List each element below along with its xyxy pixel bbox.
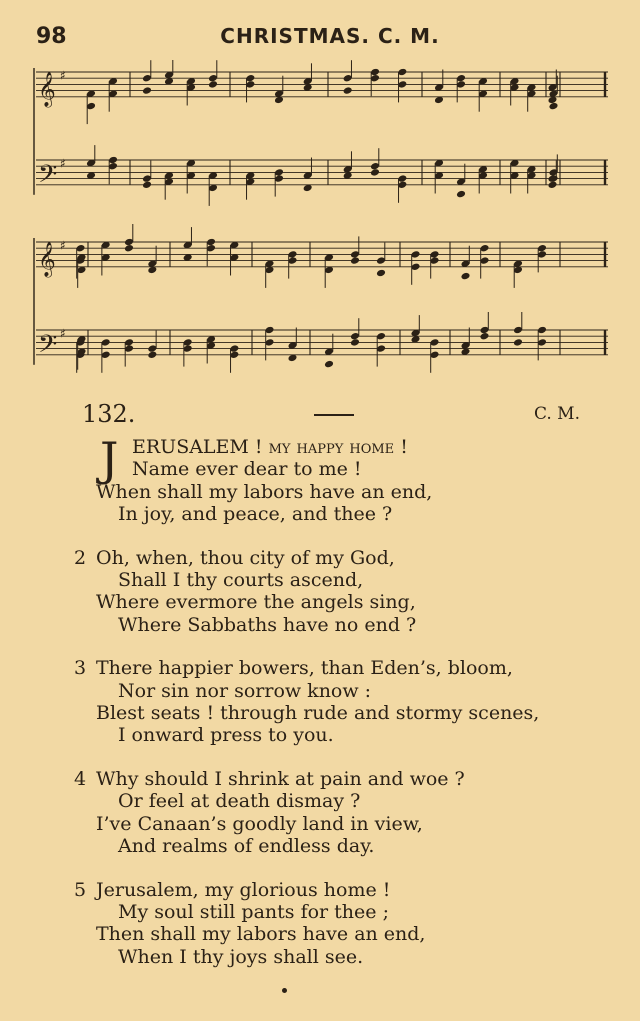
note-head-icon: [324, 360, 334, 369]
verse-line: Where Sabbaths have no end ?: [118, 613, 417, 636]
verse-4: [74, 768, 594, 858]
page-dot: [282, 988, 287, 993]
verse-line: Name ever dear to me !: [132, 458, 362, 481]
note-head-icon: [461, 272, 471, 281]
verse-line: There happier bowers, than Eden’s, bloom,: [96, 657, 513, 680]
hymn-verses: [74, 432, 594, 989]
music-score-graphic: [30, 60, 610, 390]
note-head-icon: [208, 80, 218, 89]
verse-5: [74, 879, 594, 969]
verse-line: Blest seats ! through rude and stormy scenes,: [96, 702, 540, 725]
verse-2: [74, 547, 594, 637]
page-number: 98: [36, 24, 67, 49]
verse-line: Then shall my labors have an end,: [96, 923, 426, 946]
note-head-icon: [142, 86, 152, 95]
hymn-meter: C. M.: [533, 404, 580, 424]
sharp-icon: ♯: [60, 156, 66, 171]
verse-3: [74, 657, 594, 747]
verse-line: And realms of endless day.: [118, 835, 375, 858]
verse-number: 3: [74, 657, 87, 680]
sharp-icon: ♯: [60, 238, 66, 253]
note-head-icon: [549, 102, 559, 111]
verse-line: I onward press to you.: [118, 724, 334, 747]
note-head-icon: [343, 86, 353, 95]
note-head-icon: [456, 190, 466, 199]
bass-clef-icon: 𝄢: [38, 329, 58, 365]
verse-line: In joy, and peace, and thee ?: [118, 503, 393, 526]
verse-line: [74, 436, 594, 458]
verse-line: Oh, when, thou city of my God,: [96, 546, 395, 569]
note-head-icon: [480, 332, 490, 341]
verse-line: Why should I shrink at pain and woe ?: [96, 767, 465, 790]
note-head-icon: [124, 244, 134, 253]
first-line: ERUSALEM ! my happy home !: [132, 436, 408, 458]
hymn-number: 132.: [82, 400, 136, 428]
treble-clef-icon: 𝄞: [38, 241, 56, 277]
verse-line: When shall my labors have an end,: [96, 480, 433, 503]
note-head-icon: [513, 338, 523, 347]
verse-1: [74, 432, 594, 526]
sharp-icon: ♯: [60, 326, 66, 341]
note-head-icon: [147, 351, 157, 360]
note-head-icon: [350, 338, 360, 347]
verse-line: Or feel at death dismay ?: [118, 790, 361, 813]
verse-number: 2: [74, 546, 87, 569]
verse-number: 4: [74, 767, 87, 790]
verse-line: When I thy joys shall see.: [118, 945, 364, 968]
hymn-header: [82, 400, 580, 430]
note-head-icon: [376, 269, 386, 278]
verse-line: My soul still pants for thee ;: [118, 900, 389, 923]
treble-clef-icon: 𝄞: [38, 71, 56, 107]
bass-clef-icon: 𝄢: [38, 159, 58, 195]
verse-line: Jerusalem, my glorious home !: [96, 878, 391, 901]
tune-title: CHRISTMAS. C. M.: [220, 24, 440, 48]
verse-line: I’ve Canaan’s goodly land in view,: [96, 812, 423, 835]
verse-line: Shall I thy courts ascend,: [118, 569, 364, 592]
note-head-icon: [548, 181, 558, 190]
music-score: [30, 60, 610, 390]
verse-line: Nor sin nor sorrow know :: [118, 679, 372, 702]
note-head-icon: [350, 256, 360, 265]
note-head-icon: [549, 174, 559, 183]
sharp-icon: ♯: [60, 68, 66, 83]
note-head-icon: [142, 181, 152, 190]
verse-line: Where evermore the angels sing,: [96, 591, 416, 614]
note-head-icon: [370, 168, 380, 177]
drop-cap: J: [100, 432, 119, 486]
verse-number: 5: [74, 878, 87, 901]
hymn-dash: [314, 414, 354, 416]
